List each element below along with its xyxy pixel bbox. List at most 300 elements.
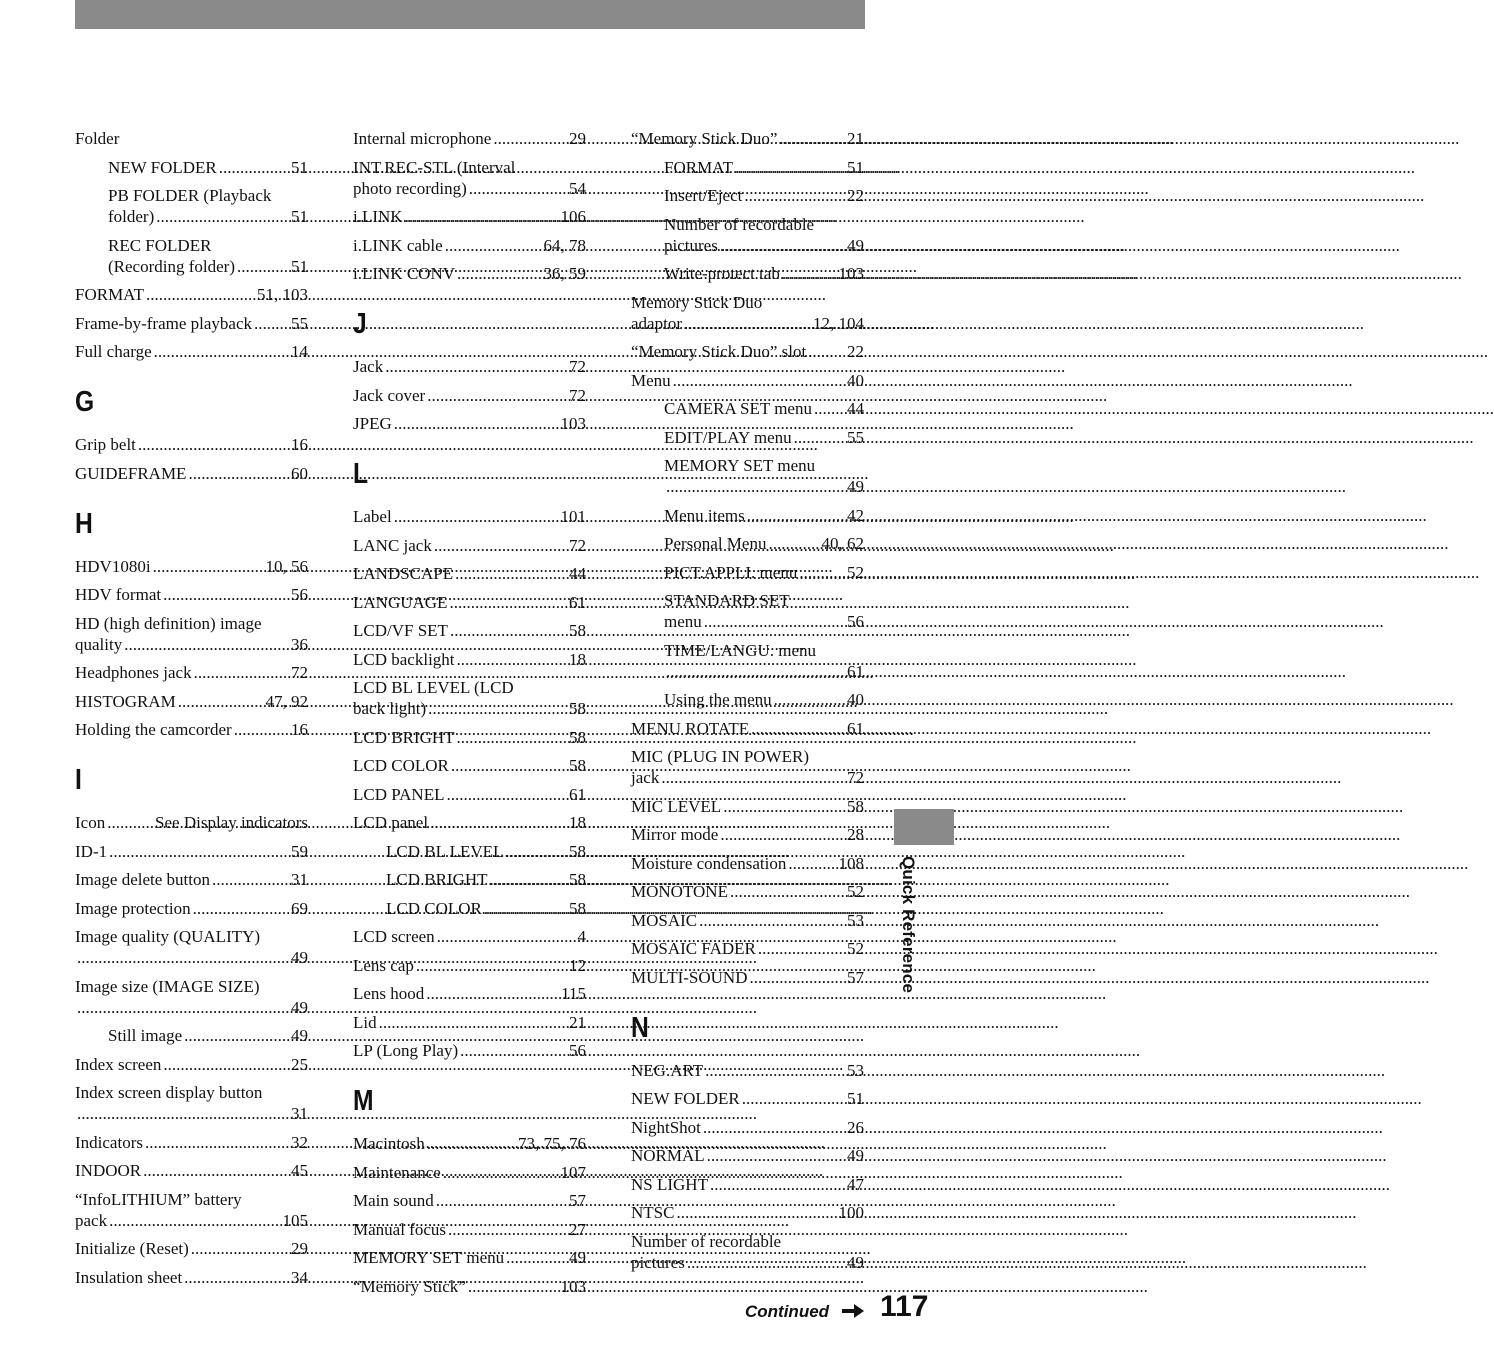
dot-leader <box>451 755 567 776</box>
entry-term: LANC jack <box>353 535 432 555</box>
page-reference: 52 <box>847 882 864 901</box>
dot-leader <box>107 812 153 833</box>
dot-leader <box>794 427 845 448</box>
index-subentry <box>631 689 864 710</box>
dot-leader <box>457 727 567 748</box>
entry-term: EDIT/PLAY menu <box>664 427 792 447</box>
page-reference: 22 <box>847 342 864 361</box>
page-reference: 72 <box>569 385 586 405</box>
entry-term: Insert/Eject <box>664 186 743 205</box>
entry-term: “Memory Stick Duo” <box>631 129 778 148</box>
index-entry <box>353 1040 586 1061</box>
dot-leader <box>446 784 567 805</box>
dot-leader <box>774 689 845 710</box>
index-entry <box>631 967 864 988</box>
entry-term-line: Image quality (QUALITY) <box>75 927 261 946</box>
entry-term: Initialize (Reset) <box>75 1239 189 1258</box>
index-entry <box>353 727 586 748</box>
page-reference: 26 <box>847 1117 864 1137</box>
index-entry <box>353 1219 586 1240</box>
page-reference: 51 <box>291 207 308 226</box>
index-entry <box>631 1145 864 1166</box>
index-entry <box>631 938 864 959</box>
dot-leader <box>788 853 836 874</box>
entry-term: NEG.ART <box>631 1060 704 1080</box>
index-subentry <box>75 235 308 277</box>
entry-term: “Memory Stick” <box>353 1276 466 1296</box>
index-entry <box>75 1267 308 1288</box>
dot-leader <box>779 128 845 149</box>
index-entry <box>75 1238 308 1259</box>
entry-term-line: Memory Stick Duo <box>631 292 763 312</box>
index-entry <box>631 1060 864 1081</box>
entry-term: Lens cap <box>353 955 414 975</box>
page-reference: 106 <box>560 207 586 226</box>
dot-leader <box>661 767 845 788</box>
index-subentry <box>631 505 864 526</box>
dot-leader <box>468 1276 559 1297</box>
entry-term: FORMAT <box>75 285 144 304</box>
entry-term: Main sound <box>353 1191 434 1210</box>
entry-term: Menu items <box>664 505 745 525</box>
index-subentry <box>631 427 864 448</box>
dot-leader <box>457 649 567 670</box>
dot-leader <box>814 398 845 419</box>
entry-term-line: TIME/LANGU. menu <box>664 640 817 660</box>
page-reference: 18 <box>569 813 586 832</box>
entry-term: Insulation sheet <box>75 1267 183 1287</box>
index-entry <box>75 869 308 890</box>
entry-term: i.LINK CONV <box>353 264 455 283</box>
dot-leader <box>434 535 567 556</box>
section-letter: I <box>75 764 82 796</box>
index-entry <box>353 649 586 670</box>
dot-leader <box>782 263 837 284</box>
index-entry <box>353 535 586 556</box>
entry-term: MONOTONE <box>631 882 728 901</box>
page-reference: 72 <box>569 357 586 376</box>
dot-leader <box>747 505 845 526</box>
entry-term: LCD panel <box>353 813 429 832</box>
entry-term: i.LINK cable <box>353 235 443 255</box>
entry-term: Indicators <box>75 1132 143 1152</box>
index-subentry <box>631 533 864 554</box>
page-reference: 49 <box>847 235 864 255</box>
dot-leader <box>194 662 289 683</box>
entry-term: quality <box>75 634 123 654</box>
page-reference: 55 <box>291 313 308 333</box>
dot-leader <box>234 719 289 740</box>
dot-leader <box>450 620 567 641</box>
page-reference: 58 <box>569 699 586 718</box>
index-subentry <box>631 185 864 206</box>
page-reference: 31 <box>291 870 308 889</box>
entry-term: Personal Menu <box>664 534 767 553</box>
dot-leader <box>707 1145 845 1166</box>
page-reference: 58 <box>569 898 586 918</box>
dot-leader <box>720 824 845 845</box>
entry-term: back light) <box>353 699 427 718</box>
continued-label: Continued <box>745 1302 830 1321</box>
page-reference: 57 <box>847 967 864 987</box>
index-entry <box>631 1117 864 1138</box>
section-label <box>897 856 919 998</box>
dot-leader <box>460 1040 567 1061</box>
index-subentry <box>631 640 864 682</box>
index-entry <box>631 824 864 845</box>
page-reference: 58 <box>569 841 586 861</box>
page-reference: 27 <box>569 1219 586 1239</box>
index-entry <box>631 1174 864 1195</box>
page-reference: 115 <box>561 984 586 1003</box>
index-entry <box>353 1133 586 1154</box>
dot-leader <box>237 256 289 277</box>
entry-term: Index screen <box>75 1054 162 1074</box>
dot-leader <box>184 1025 289 1046</box>
entry-term-line: LCD BL LEVEL (LCD <box>353 678 514 697</box>
index-subentry <box>631 398 864 419</box>
dot-leader <box>687 1252 845 1273</box>
page-reference: 69 <box>291 898 308 918</box>
page-reference: 51, 103 <box>257 285 308 304</box>
page-reference: 100 <box>838 1203 864 1222</box>
entry-term: Write-protect tab <box>664 264 780 283</box>
page-reference: 107 <box>560 1162 586 1182</box>
index-entry <box>75 691 308 712</box>
dot-leader <box>699 910 845 931</box>
entry-term: LCD BL LEVEL <box>386 841 504 861</box>
entry-term: Internal microphone <box>353 129 492 148</box>
entry-term: CAMERA SET menu <box>664 399 812 418</box>
index-entry <box>75 463 308 484</box>
entry-term: LP (Long Play) <box>353 1041 459 1060</box>
page-reference: 29 <box>291 1239 308 1258</box>
page-reference: 103 <box>560 1276 586 1296</box>
continued-arrow-icon <box>842 1303 864 1319</box>
page-reference: 103 <box>838 264 864 283</box>
index-entry <box>353 413 586 434</box>
entry-term-line: STANDARD SET <box>664 591 790 610</box>
dot-leader <box>426 983 559 1004</box>
index-entry <box>353 1247 586 1268</box>
entry-term: photo recording) <box>353 178 467 198</box>
index-entry <box>75 662 308 683</box>
entry-term: Grip belt <box>75 435 136 454</box>
page-reference: 73, 75, 76 <box>518 1134 586 1153</box>
entry-term: Image delete button <box>75 870 211 889</box>
entry-term-line: PB FOLDER (Playback <box>108 186 272 205</box>
dot-leader <box>684 313 811 334</box>
dot-leader <box>124 634 289 655</box>
dot-leader <box>505 841 567 862</box>
index-entry <box>631 746 864 788</box>
entry-term: GUIDEFRAME <box>75 463 187 483</box>
page-reference: 32 <box>291 1132 308 1152</box>
index-entry <box>75 926 308 968</box>
entry-term-line: MIC (PLUG IN POWER) <box>631 747 810 766</box>
dot-leader <box>145 1132 289 1153</box>
entry-term: Using the menu <box>664 690 772 709</box>
entry-term-line: MEMORY SET menu <box>664 456 816 475</box>
dot-leader <box>704 611 845 632</box>
page-reference: 40, 62 <box>821 534 864 553</box>
index-subentry <box>353 898 586 919</box>
page-reference: 58 <box>569 727 586 747</box>
entry-term-line: “InfoLITHIUM” battery <box>75 1189 242 1209</box>
dot-leader <box>768 533 819 554</box>
section-letter: L <box>353 458 369 490</box>
index-entry <box>631 1088 864 1109</box>
dot-leader <box>484 898 567 919</box>
entry-term: pack <box>75 1210 108 1230</box>
index-entry <box>631 1202 864 1223</box>
entry-term: PICT.APPLI. menu <box>664 562 798 582</box>
index-entry <box>353 128 586 149</box>
index-entry <box>75 434 308 455</box>
dot-leader <box>394 506 559 527</box>
page-reference: 21 <box>847 129 864 148</box>
page-reference: 56 <box>569 1041 586 1060</box>
entry-term: NEW FOLDER <box>631 1089 740 1108</box>
index-entry <box>75 1189 308 1231</box>
page-reference: 58 <box>847 796 864 816</box>
dot-leader <box>385 356 567 377</box>
page-reference: 28 <box>847 825 864 844</box>
page-reference: 51 <box>291 256 308 276</box>
index-entry <box>631 1231 864 1273</box>
entry-term: MULTI-SOUND <box>631 967 748 987</box>
index-subentry <box>75 1025 308 1046</box>
entry-term-line: Image size (IMAGE SIZE) <box>75 976 260 996</box>
entry-term: LANGUAGE <box>353 592 448 612</box>
page-reference: 10, 56 <box>265 556 308 576</box>
entry-term-line: Number of recordable <box>664 214 815 234</box>
index-entry <box>631 128 864 149</box>
dot-leader <box>428 698 567 719</box>
index-entry <box>631 718 864 739</box>
page-reference: 58 <box>569 870 586 889</box>
index-entry <box>75 812 308 833</box>
index-entry <box>353 506 586 527</box>
entry-term: Macintosh <box>353 1134 425 1153</box>
index-entry <box>353 784 586 805</box>
entry-term: Manual focus <box>353 1219 447 1239</box>
index-entry <box>75 284 308 305</box>
dot-leader <box>735 157 845 178</box>
dot-leader <box>666 661 845 682</box>
index-subentry <box>631 263 864 284</box>
entry-term: pictures <box>664 235 718 255</box>
index-column-1 <box>75 128 308 1295</box>
index-entry <box>631 341 864 362</box>
index-entry <box>75 128 308 149</box>
dot-leader <box>744 185 845 206</box>
page-reference: 4 <box>577 927 586 946</box>
index-subentry <box>75 157 308 178</box>
index-entry <box>75 719 308 740</box>
page-reference: 58 <box>569 621 586 640</box>
entry-term-line: Folder <box>75 129 120 148</box>
page-reference: 36, 59 <box>543 264 586 283</box>
entry-term: MOSAIC FADER <box>631 939 756 958</box>
index-entry <box>353 235 586 256</box>
entry-term: ID-1 <box>75 841 108 861</box>
dot-leader <box>219 157 289 178</box>
page-reference: 53 <box>847 910 864 930</box>
entry-term: menu <box>664 612 702 631</box>
entry-term: Lid <box>353 1012 377 1032</box>
dot-leader <box>212 869 289 890</box>
index-entry <box>631 881 864 902</box>
index-entry <box>75 313 308 334</box>
page-reference: 57 <box>569 1191 586 1210</box>
dot-leader <box>77 947 289 968</box>
page-reference: 12 <box>569 955 586 975</box>
dot-leader <box>490 869 567 890</box>
entry-term-line: Number of recordable <box>631 1231 782 1251</box>
index-subentry <box>353 841 586 862</box>
index-subentry <box>631 455 864 497</box>
page-reference: 105 <box>282 1210 308 1230</box>
section-letter: G <box>75 386 95 418</box>
dot-leader <box>448 1219 567 1240</box>
section-letter: J <box>353 308 367 340</box>
dot-leader <box>163 1054 289 1075</box>
page-reference: 44 <box>569 564 586 583</box>
dot-leader <box>138 434 289 455</box>
dot-leader <box>430 812 567 833</box>
entry-term: MENU ROTATE <box>631 718 750 738</box>
dot-leader <box>799 562 845 583</box>
entry-term: Lens hood <box>353 984 425 1003</box>
dot-leader <box>751 718 845 739</box>
dot-leader <box>156 206 289 227</box>
entry-term: HDV1080i <box>75 556 151 576</box>
entry-term: LCD BRIGHT <box>386 870 488 889</box>
index-entry <box>631 910 864 931</box>
page-reference: 49 <box>291 997 308 1017</box>
page-reference: 61 <box>847 661 864 681</box>
page-reference: 16 <box>291 435 308 454</box>
page-reference: 18 <box>569 649 586 669</box>
dot-leader <box>506 1247 567 1268</box>
page-reference: 49 <box>847 1252 864 1272</box>
index-entry <box>75 976 308 1018</box>
index-entry <box>353 206 586 227</box>
index-entry <box>353 983 586 1004</box>
page-reference: See Display indicators <box>155 813 308 832</box>
entry-term: FORMAT <box>664 157 733 177</box>
index-entry <box>353 385 586 406</box>
dot-leader <box>153 556 264 577</box>
entry-term: NEW FOLDER <box>108 157 217 177</box>
entry-term: LANDSCAPE <box>353 564 454 583</box>
page-reference: 61 <box>847 718 864 738</box>
page-reference: 36 <box>291 634 308 654</box>
dot-leader <box>146 284 255 305</box>
dot-leader <box>437 926 576 947</box>
dot-leader <box>720 235 845 256</box>
dot-leader <box>676 1202 836 1223</box>
section-letter: M <box>353 1085 374 1117</box>
entry-term-line: Index screen display button <box>75 1083 263 1102</box>
dot-leader <box>191 1238 289 1259</box>
page-reference: 72 <box>847 768 864 787</box>
page-reference: 47, 92 <box>265 691 308 711</box>
index-subentry <box>353 869 586 890</box>
page-reference: 60 <box>291 463 308 483</box>
page-reference: 61 <box>569 784 586 804</box>
index-entry <box>353 356 586 377</box>
index-entry <box>353 1190 586 1211</box>
page-reference: 103 <box>560 414 586 433</box>
page-reference: 51 <box>291 157 308 177</box>
dot-leader <box>457 263 542 284</box>
entry-term: Full charge <box>75 342 152 361</box>
index-subentry <box>631 214 864 256</box>
dot-leader <box>703 1117 845 1138</box>
page-reference: 51 <box>847 157 864 177</box>
entry-term: Image protection <box>75 898 191 918</box>
page-reference: 47 <box>847 1174 864 1194</box>
page-reference: 53 <box>847 1060 864 1080</box>
index-entry <box>353 812 586 833</box>
entry-term: Headphones jack <box>75 663 192 682</box>
index-entry <box>353 755 586 776</box>
dot-leader <box>109 1210 280 1231</box>
dot-leader <box>405 206 559 227</box>
entry-term: adaptor <box>631 313 682 333</box>
dot-leader <box>416 955 567 976</box>
dot-leader <box>723 796 845 817</box>
index-entry <box>75 584 308 605</box>
entry-term: NightShot <box>631 1117 701 1137</box>
entry-term: LCD/VF SET <box>353 621 448 640</box>
section-letter: H <box>75 507 93 540</box>
dot-leader <box>666 476 845 497</box>
entry-term: Mirror mode <box>631 825 719 844</box>
dot-leader <box>742 1088 845 1109</box>
dot-leader <box>77 997 289 1018</box>
index-entry <box>75 556 308 577</box>
page-reference: 49 <box>291 948 308 967</box>
page-reference: 49 <box>847 1146 864 1165</box>
index-subentry <box>75 185 308 227</box>
entry-term-line: REC FOLDER <box>108 235 212 255</box>
entry-term: NORMAL <box>631 1146 705 1165</box>
entry-term: LCD BRIGHT <box>353 727 455 747</box>
page-reference: 56 <box>847 612 864 631</box>
dot-leader <box>184 1267 289 1288</box>
index-subentry <box>631 562 864 583</box>
section-tab <box>894 809 954 845</box>
dot-leader <box>188 463 289 484</box>
entry-term: Menu <box>631 370 671 390</box>
entry-term: Label <box>353 507 392 526</box>
dot-leader <box>469 178 567 199</box>
index-entry <box>353 926 586 947</box>
page-reference: 49 <box>847 477 864 496</box>
entry-term: pictures <box>631 1252 685 1272</box>
page-reference: 42 <box>847 505 864 525</box>
index-entry <box>353 157 586 199</box>
page-reference: 59 <box>291 841 308 861</box>
index-entry <box>75 1132 308 1153</box>
dot-leader <box>710 1174 845 1195</box>
section-letter: N <box>631 1011 649 1044</box>
dot-leader <box>673 370 845 391</box>
entry-term: HDV format <box>75 585 162 604</box>
